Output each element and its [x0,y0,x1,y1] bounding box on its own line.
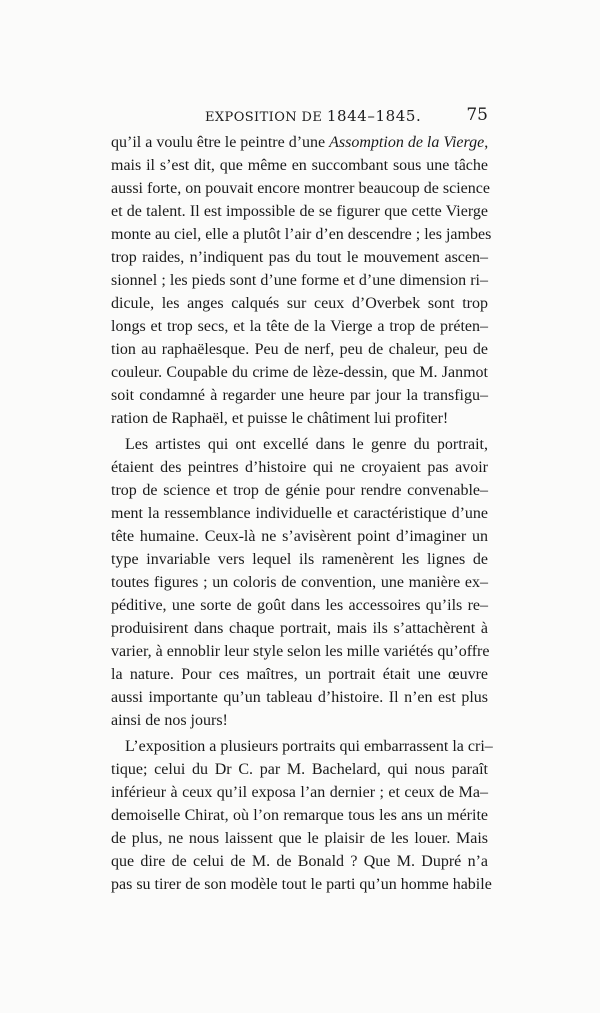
text-line: sionnel ; les pieds sont d’une forme et d’une dimension ri– [111,272,488,289]
text-line: que dire de celui de M. de Bonald ? Que M. Dupré n’a [111,853,488,870]
running-header [111,107,488,129]
text-line: soit condamné à regarder une heure par jour la transfigu– [111,387,488,404]
text-line: type invariable vers lequel ils ramenèrent les lignes de [111,551,488,568]
artwork-title: Assomption de la Vierge [329,134,485,151]
running-title-years: 1844–1845. [326,107,422,125]
page-number: 75 [466,105,488,125]
text-line: toutes figures ; un coloris de convention, une manière ex– [111,574,488,591]
text-line: tête humaine. Ceux-là ne s’avisèrent point d’imaginer un [111,528,488,545]
text-line: produisirent dans chaque portrait, mais ils s’attachèrent à [111,620,488,637]
paragraph [111,131,492,430]
paragraph [111,433,488,732]
paragraph [111,735,493,896]
text-line: tion au raphaëlesque. Peu de nerf, peu de chaleur, peu de [111,341,488,358]
text-line: ment la ressemblance individuelle et caractéristique d’une [111,505,488,522]
running-title [205,107,421,125]
text-line: trop raides, n’indiquent pas du tout le mouvement ascen– [111,249,488,266]
text-line: trop de science et trop de génie pour rendre convenable– [111,482,488,499]
text-line: longs et trop secs, et la tête de la Vierge a trop de préten– [111,318,488,335]
text-line: péditive, une sorte de goût dans les accessoires qu’ils re– [111,597,488,614]
text-line: la nature. Pour ces maîtres, un portrait était une œuvre [111,666,488,683]
body-text [111,131,493,896]
text-line: ainsi de nos jours! [111,712,228,729]
text-line: pas su tirer de son modèle tout le parti qu’un homme habile [111,876,492,893]
text-line: mais il s’est dit, que même en succombant sous une tâche [111,157,488,174]
text-line: monte au ciel, elle a plutôt l’air d’en descendre ; les jambes [111,226,492,243]
text-line: tique; celui du Dr C. par M. Bachelard, qui nous paraît [111,761,488,778]
text-line: de plus, ne nous laissent que le plaisir de les louer. Mais [111,830,488,847]
text-line: L’exposition a plusieurs portraits qui embarrassent la cri– [125,738,493,755]
text-line: couleur. Coupable du crime de lèze-dessin, que M. Janmot [111,364,488,381]
text-line: et de talent. Il est impossible de se figurer que cette Vierge [111,203,488,220]
text-line: Les artistes qui ont excellé dans le genre du portrait, [125,436,488,453]
text-line: ration de Raphaël, et puisse le châtiment lui profiter! [111,410,449,427]
text-line: étaient des peintres d’histoire qui ne croyaient pas avoir [111,459,488,476]
text-line: inférieur à ceux qu’il exposa l’an dernier ; et ceux de Ma– [111,784,488,801]
running-title-text: EXPOSITION DE [205,110,327,125]
text-line: dicule, les anges calqués sur ceux d’Overbek sont trop [111,295,488,312]
text-line: aussi forte, on pouvait encore montrer beaucoup de science [111,180,490,197]
text-line: varier, à ennoblir leur style selon les mille variétés qu’offre [111,643,490,660]
text-line: qu’il a voulu être le peintre d’une Assomption de la Vierge, [111,134,489,151]
text-line: demoiselle Chirat, où l’on remarque tous les ans un mérite [111,807,488,824]
text-line: aussi importante qu’un tableau d’histoire. Il n’en est plus [111,689,488,706]
